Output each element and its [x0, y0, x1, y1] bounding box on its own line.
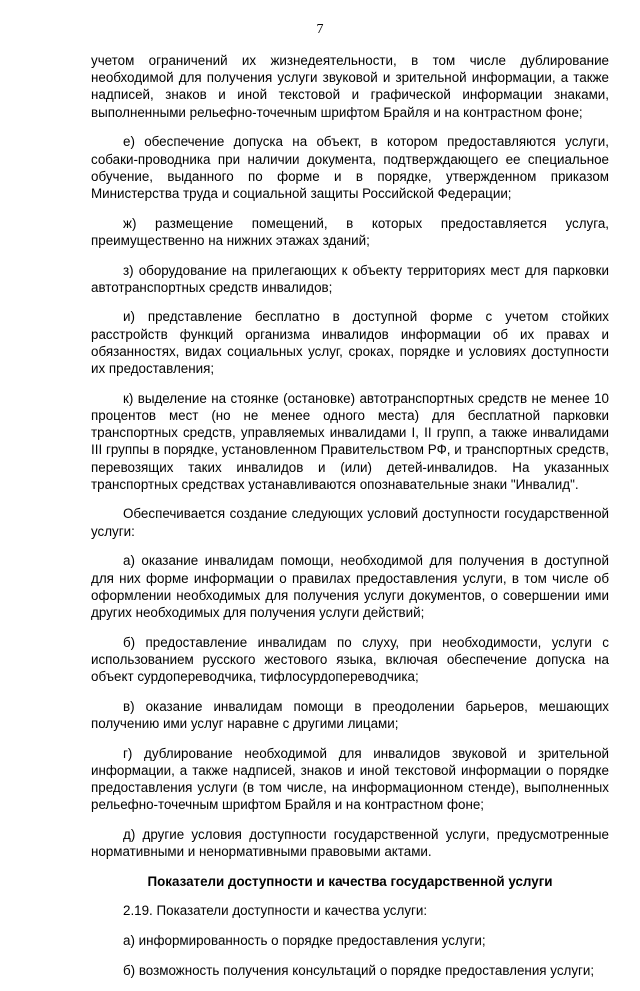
paragraph-item-i: и) представление бесплатно в доступной форме с учетом стойких расстройств функций организма инвалидов информации об их правах и обязанностях, видах социальных услуг, сроках, порядке и условиях доступности их предоставления;	[91, 309, 609, 377]
paragraph-condition-g: г) дублирование необходимой для инвалидов звуковой и зрительной информации, а также надписей, знаков и иной текстовой информации о порядке предоставления услуги (в том числе, на информационном стенде), выполненных рельефно-точечным шрифтом Брайля и на контрастном фоне;	[91, 745, 609, 813]
paragraph-item-k: к) выделение на стоянке (остановке) автотранспортных средств не менее 10 процентов мест (но не менее одного места) для бесплатной парковки транспортных средств, управляемых инвалидами I, II групп, а также инвалидами III группы в порядке, установленном Правительством РФ, и транспортных средств, перевозящих таких инвалидов и (или) детей-инвалидов. На указанных транспортных средствах устанавливаются опознавательные знаки "Инвалид".	[91, 390, 609, 492]
paragraph-condition-b: б) предоставление инвалидам по слуху, при необходимости, услуги с использованием русского жестового языка, включая обеспечение допуска на объект сурдопереводчика, тифлосурдопереводчика;	[91, 634, 609, 685]
paragraph-continuation: учетом ограничений их жизнедеятельности, в том числе дублирование необходимой для получения услуги звуковой и зрительной информации, а также надписей, знаков и иной текстовой и графической информации знаками, выполненными рельефно-точечным шрифтом Брайля и на контрастном фоне;	[91, 53, 609, 120]
paragraph-conditions-intro: Обеспечивается создание следующих условий доступности государственной услуги:	[91, 506, 609, 539]
paragraph-condition-a: а) оказание инвалидам помощи, необходимой для получения в доступной для них форме информации о правилах предоставления услуги, в том числе об оформлении необходимых для получения услуги документов, о совершении ими других необходимых для получения услуги действий;	[91, 553, 609, 620]
document-body	[91, 52, 609, 991]
paragraph-2-19: 2.19. Показатели доступности и качества услуги:	[123, 903, 428, 919]
section-heading: Показатели доступности и качества государственной услуги	[147, 873, 553, 889]
page-number: 7	[316, 22, 324, 37]
paragraph-item-z: з) оборудование на прилегающих к объекту территориях мест для парковки автотранспортных средств инвалидов;	[91, 262, 609, 295]
paragraph-item-e: е) обеспечение допуска на объект, в котором предоставляются услуги, собаки-проводника при наличии документа, подтверждающего ее специальное обучение, выданного по форме и в порядке, утвержденном приказом Министерства труда и социальной защиты Российской Федерации;	[91, 134, 609, 201]
paragraph-indicator-b: б) возможность получения консультаций о порядке предоставления услуги;	[123, 962, 595, 978]
paragraph-condition-v: в) оказание инвалидам помощи в преодолении барьеров, мешающих получению ими услуг наравне с другими лицами;	[91, 698, 609, 731]
paragraph-condition-d: д) другие условия доступности государственной услуги, предусмотренные нормативными и ненормативными правовыми актами.	[91, 827, 609, 860]
paragraph-item-zh: ж) размещение помещений, в которых предоставляется услуга, преимущественно на нижних этажах зданий;	[91, 215, 609, 248]
paragraph-indicator-a: а) информированность о порядке предоставления услуги;	[123, 932, 486, 948]
